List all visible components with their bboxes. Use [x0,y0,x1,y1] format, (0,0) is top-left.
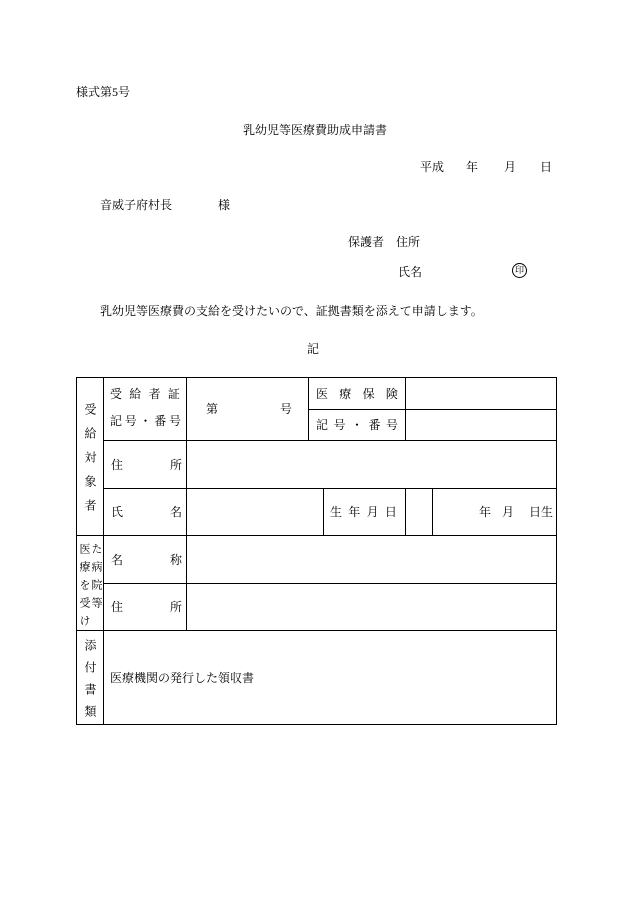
birthdate-value-cell [433,489,557,536]
insurance-number-label-cell [309,410,406,441]
certificate-label-line2: 記号・番号 [110,414,184,428]
date-year-label: 年 [466,160,479,174]
insurance-label-cell [309,378,410,410]
recipient-section-cell [77,378,104,536]
attachments-section-cell [77,631,104,725]
application-statement: 乳幼児等医療費の支給を受けたいので、証拠書類を添えて申請します。 [100,304,483,318]
date-month-label: 月 [504,160,517,174]
birthdate-day-label: 日生 [529,505,554,519]
application-table [76,377,557,725]
addressee-honorific: 様 [218,198,231,212]
recipient-address-label-cell [104,441,230,489]
date-era: 平成 [420,160,445,174]
certificate-number-prefix: 第 [206,402,219,416]
hospital-section-label: 医療を受けた病院等 [78,543,102,633]
insurance-value-cell [406,378,557,410]
applicant-role: 保護者 [348,235,385,249]
recipient-name-label-cell [104,489,230,536]
hospital-name-value-cell [187,536,557,584]
addressee-name: 音威子府村長 [100,198,173,212]
insurance-number-value-cell [406,410,557,441]
birthdate-label: 生年月日 [330,505,404,519]
hospital-section-cell [77,536,104,631]
hospital-name-label: 名称 [111,552,230,567]
hospital-address-label-cell [104,584,230,631]
recipient-name-value-cell [187,489,324,536]
date-day-label: 日 [540,160,553,174]
hospital-address-value-cell [187,584,557,631]
birthdate-era-cell [406,489,433,536]
birthdate-month-label: 月 [502,505,515,519]
recipient-address-label: 住所 [111,457,230,472]
recipient-section-label: 受給対象者 [83,402,97,523]
certificate-label-cell [104,378,187,441]
recipient-address-value-cell [187,441,557,489]
birthdate-year-label: 年 [479,505,492,519]
birthdate-label-cell [324,489,406,536]
note-heading: 記 [307,342,320,356]
form-number: 様式第5号 [76,85,131,99]
attachments-content: 医療機関の発行した領収書 [110,670,255,685]
certificate-number-cell [187,378,309,441]
insurance-label: 医療保険 [316,386,410,401]
applicant-name-label: 氏名 [398,265,423,279]
document-title: 乳幼児等医療費助成申請書 [242,123,387,137]
applicant-address-label: 住所 [396,235,421,249]
certificate-label-line1: 受給者証 [110,387,188,401]
seal-icon: 印 [512,263,527,278]
recipient-name-label: 氏名 [111,505,230,519]
attachments-section-label: 添付書類 [83,638,97,727]
attachments-content-cell [104,631,557,725]
insurance-number-label: 記号・番号 [316,418,404,432]
hospital-address-label: 住所 [111,600,230,614]
certificate-number-suffix: 号 [280,402,293,416]
hospital-name-label-cell [104,536,230,584]
